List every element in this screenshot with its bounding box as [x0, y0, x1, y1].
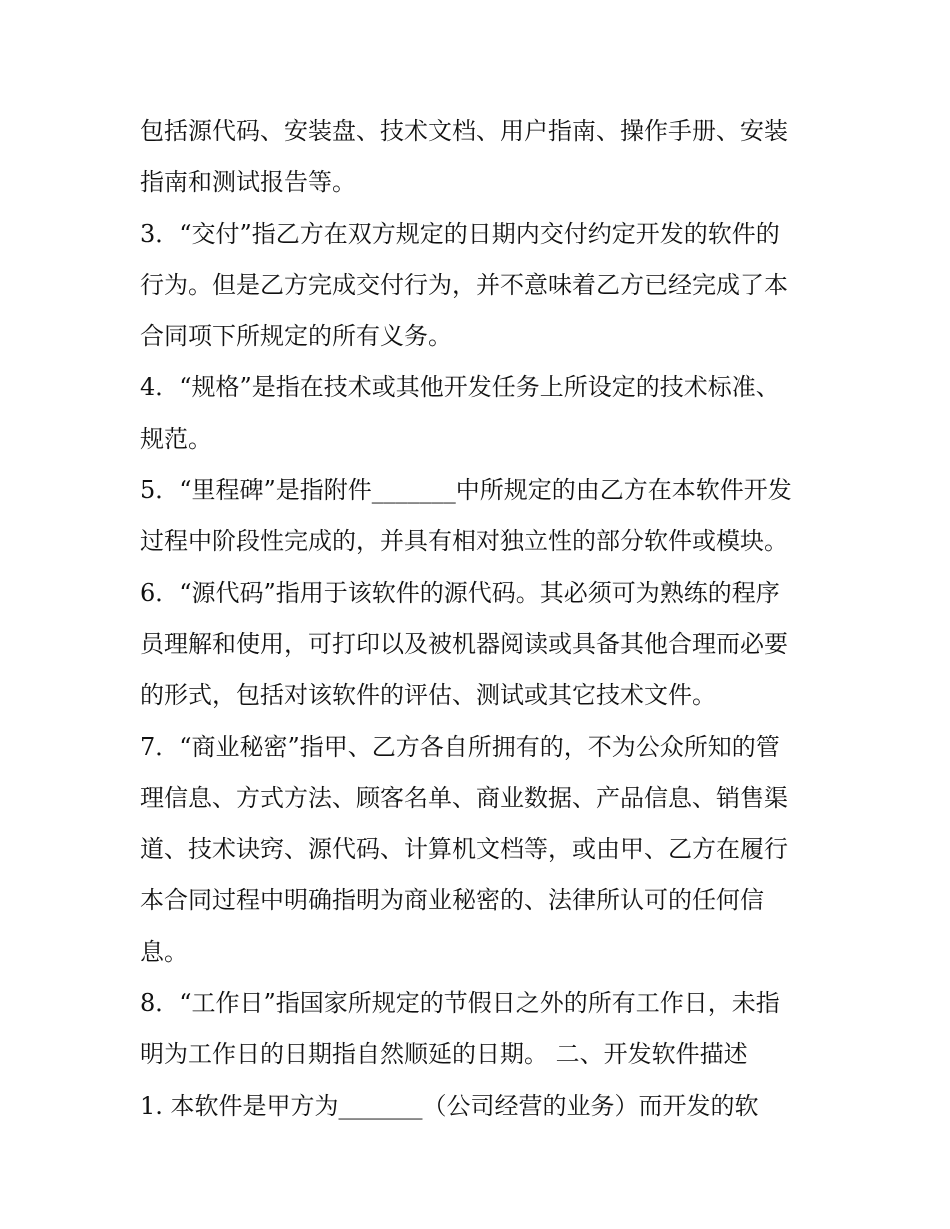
- text-line: 1. 本软件是甲方为_______（公司经营的业务）而开发的软: [140, 1091, 759, 1120]
- text-line: 员理解和使用，可打印以及被机器阅读或具备其他合理而必要: [140, 629, 788, 658]
- text-line: 理信息、方式方法、顾客名单、商业数据、产品信息、销售渠: [140, 783, 788, 812]
- text-line: 包括源代码、安装盘、技术文档、用户指南、操作手册、安装: [140, 117, 788, 145]
- text-line: 规范。: [140, 424, 212, 453]
- text-line: 6．“源代码”指用于该软件的源代码。其必须可为熟练的程序: [140, 578, 780, 607]
- text-line: 过程中阶段性完成的，并具有相对独立性的部分软件或模块。: [140, 527, 788, 556]
- text-line: 明为工作日的日期指自然顺延的日期。 二、开发软件描述: [140, 1040, 748, 1069]
- text-line: 本合同过程中明确指明为商业秘密的、法律所认可的任何信: [140, 886, 764, 915]
- text-line: 指南和测试报告等。: [140, 168, 356, 197]
- text-line: 道、技术诀窍、源代码、计算机文档等，或由甲、乙方在履行: [140, 835, 788, 864]
- text-line: 3．“交付”指乙方在双方规定的日期内交付约定开发的软件的: [140, 219, 780, 248]
- document-body: [140, 106, 840, 1132]
- text-line: 息。: [140, 937, 188, 966]
- text-line: 4．“规格”是指在技术或其他开发任务上所设定的技术标准、: [140, 373, 780, 402]
- text-line: 的形式，包括对该软件的评估、测试或其它技术文件。: [140, 681, 716, 710]
- text-line: 合同项下所规定的所有义务。: [140, 322, 452, 351]
- text-line: 5．“里程碑”是指附件_______中所规定的由乙方在本软件开发: [140, 476, 792, 505]
- text-line: 8．“工作日”指国家所规定的节假日之外的所有工作日，未指: [140, 989, 780, 1018]
- text-line: 行为。但是乙方完成交付行为，并不意味着乙方已经完成了本: [140, 270, 788, 299]
- text-line: 7．“商业秘密”指甲、乙方各自所拥有的，不为公众所知的管: [140, 732, 780, 761]
